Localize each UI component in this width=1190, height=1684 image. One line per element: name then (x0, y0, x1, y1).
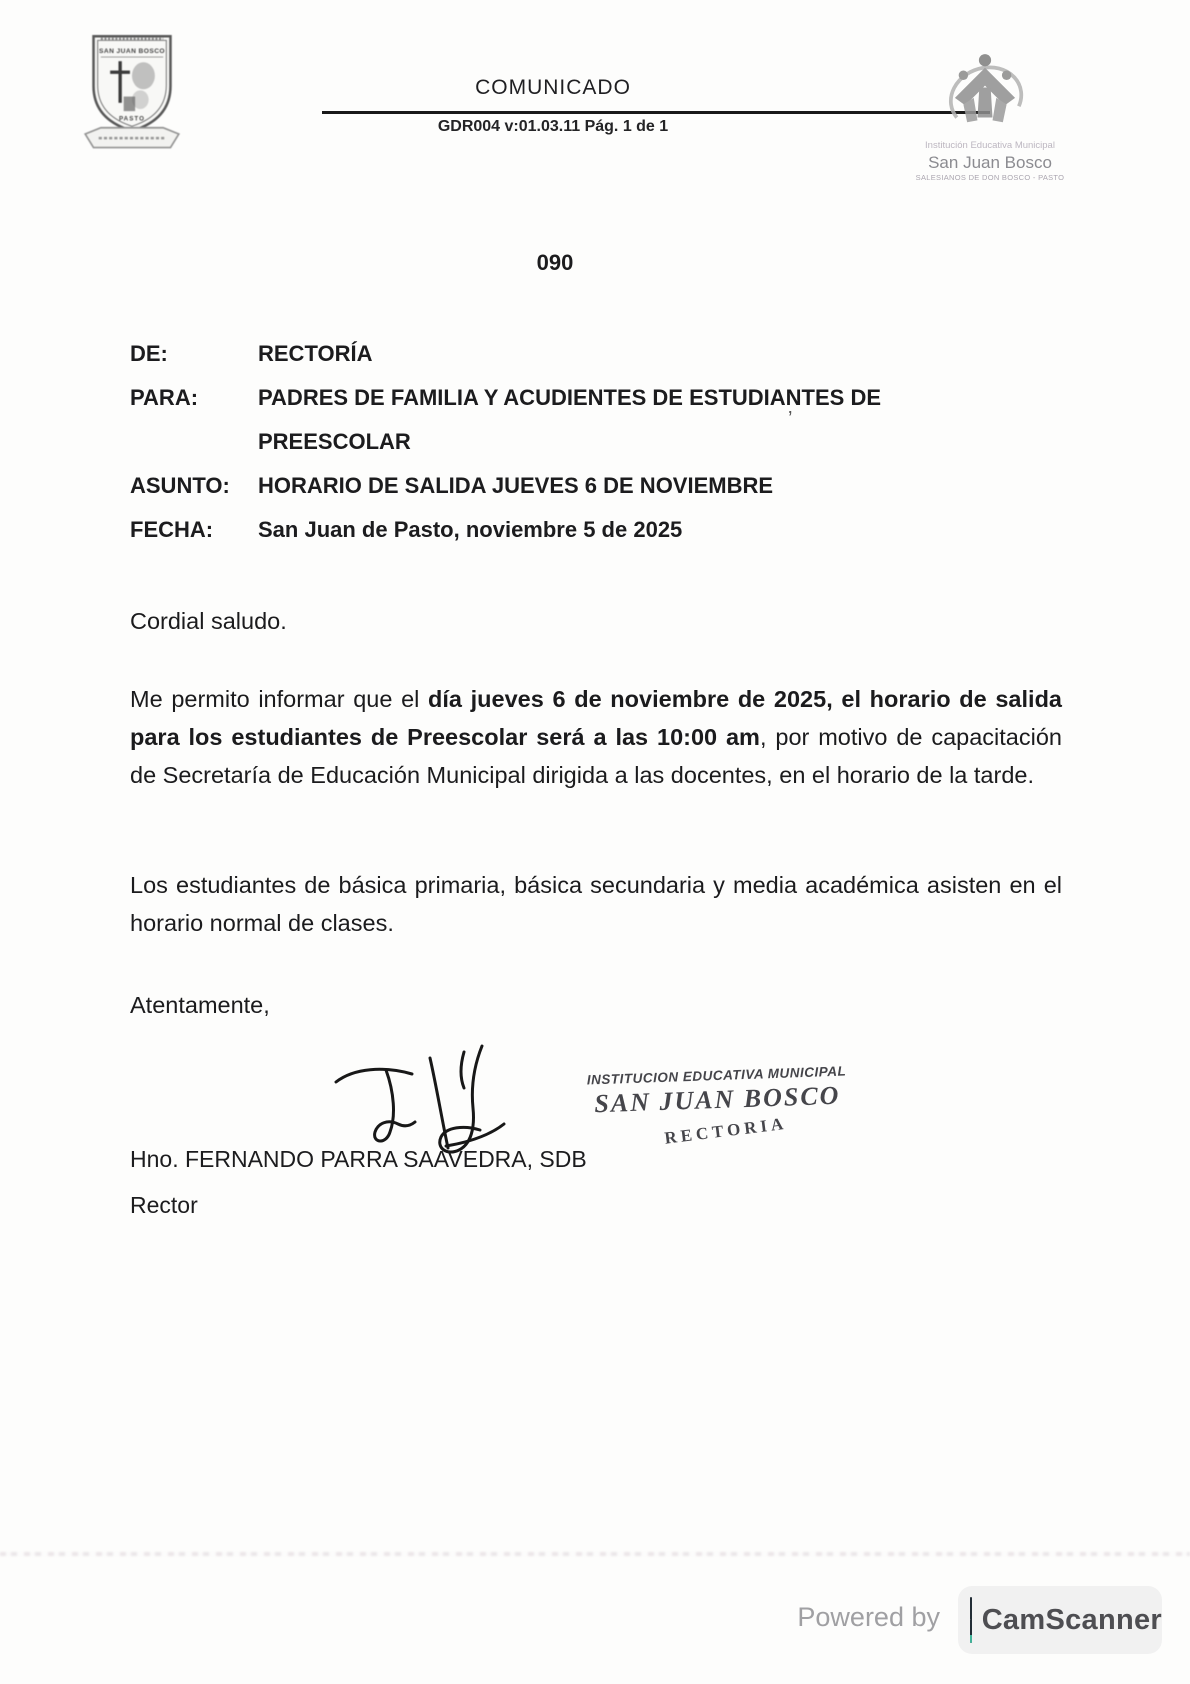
stamp-institution-line: INSTITUCION EDUCATIVA MUNICIPAL (586, 1063, 847, 1088)
document-header (300, 76, 806, 100)
document-type-title: COMUNICADO (475, 76, 631, 99)
meta-label: PARA: (130, 385, 199, 410)
meta-row-fecha (130, 508, 1010, 552)
signer-title: Rector (130, 1192, 198, 1218)
svg-text:PASTO: PASTO (118, 115, 146, 123)
scan-paper-edge (0, 1552, 1190, 1556)
stamp-school-name: SAN JUAN BOSCO (593, 1080, 841, 1119)
meta-value: San Juan de Pasto, noviembre 5 de 2025 (258, 517, 683, 542)
paragraph-text: , por motivo de capacitación de Secretaría de Educación Municipal dirigida a las docentes, en el horario de la tarde. (130, 724, 1062, 788)
institution-subtitle: SALESIANOS DE DON BOSCO - PASTO (915, 173, 1065, 183)
institution-logo-text (895, 140, 1085, 183)
greeting-line: Cordial saludo. (130, 608, 287, 634)
meta-label: DE: (130, 341, 168, 366)
paragraph-text: Me permito informar que el (130, 686, 429, 712)
signer-name: Hno. FERNANDO PARRA SAAVEDRA, SDB (130, 1146, 587, 1172)
document-number: 090 (536, 250, 574, 275)
paragraph-bold-text: día jueves 6 de noviembre de 2025, el horario de salida para los estudiantes de Preescolar será a las 10:00 am (130, 686, 1062, 750)
meta-row-de (130, 332, 1010, 376)
paragraph-main (130, 680, 1062, 794)
school-crest-icon (80, 30, 184, 160)
paragraph-secondary: Los estudiantes de básica primaria, básica secundaria y media académica asisten en el horario normal de clases. (130, 872, 1062, 936)
meta-value: PADRES DE FAMILIA Y ACUDIENTES DE ESTUDIANTES DE PREESCOLAR (258, 385, 882, 454)
svg-text:SAN JUAN BOSCO: SAN JUAN BOSCO (99, 47, 165, 55)
scan-speck: ’ (788, 408, 793, 430)
camscanner-brand-name: CamScanner (981, 1603, 1162, 1636)
meta-label: ASUNTO: (130, 473, 230, 498)
camscanner-icon (970, 1597, 972, 1643)
institution-name-large: San Juan Bosco (928, 152, 1052, 172)
meta-label: FECHA: (130, 517, 214, 542)
camscanner-badge (958, 1586, 1162, 1654)
institution-name-small: Institución Educativa Municipal (925, 140, 1055, 151)
camscanner-icon-letters (970, 1603, 972, 1631)
letter-meta-block (130, 332, 1010, 552)
meta-row-asunto (130, 464, 1010, 508)
meta-row-para (130, 376, 1010, 464)
salesian-family-logo-icon (938, 48, 1032, 142)
meta-value: RECTORÍA (258, 341, 373, 366)
stamp-office-name: RECTORIA (663, 1113, 789, 1148)
meta-value: HORARIO DE SALIDA JUEVES 6 DE NOVIEMBRE (258, 473, 774, 498)
powered-by-label: Powered by (797, 1602, 940, 1632)
rectoria-stamp (544, 1062, 891, 1148)
closing-line: Atentamente, (130, 992, 270, 1018)
header-code-line: GDR004 v:01.03.11 Pág. 1 de 1 (437, 118, 669, 135)
header-rule (322, 111, 990, 114)
